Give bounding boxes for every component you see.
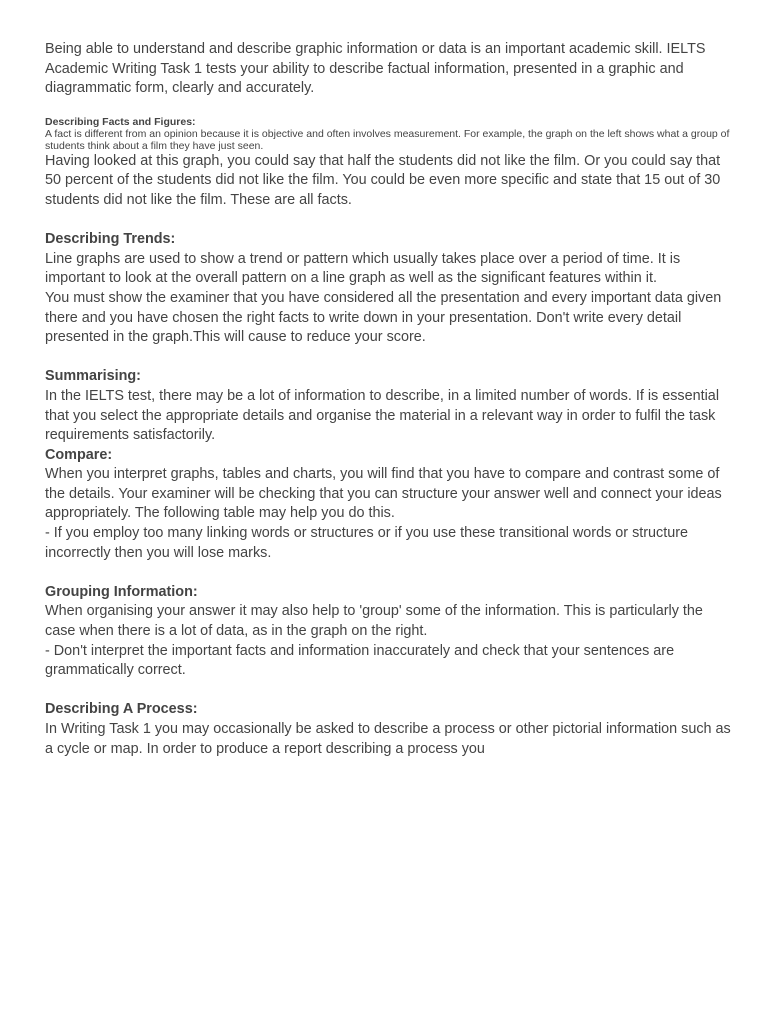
- facts-paragraph: Having looked at this graph, you could say that half the students did not like the film. Or you could say that 50 percent of the students did not like the film. You could be even more specific and state that 15 out of 30 students did not like the film. These are all facts.: [45, 152, 721, 208]
- spacer: [45, 211, 735, 231]
- trends-heading: Describing Trends:: [45, 231, 176, 248]
- summarising-paragraph: In the IELTS test, there may be a lot of information to describe, in a limited number of words. If is essential that you select the appropriate details and organise the material in a relevant way in order to fulfil the task requirements satisfactorily.: [45, 387, 720, 444]
- compare-heading: Compare:: [45, 446, 113, 463]
- intro-paragraph: Being able to understand and describe graphic information or data is an important academic skill. IELTS Academic Writing Task 1 tests your ability to describe factual information, presented in a graphic and diagrammatic form, clearly and accurately.: [45, 41, 706, 97]
- trends-line-1: Line graphs are used to show a trend or pattern which usually takes place over a period of time. It is: [45, 250, 681, 267]
- facts-heading: Describing Facts and Figures:: [45, 115, 196, 128]
- trends-line-3: You must show the examiner that you have considered all the presentation and every important data given there and you have chosen the right facts to write down in your presentation. Don't write every detail presented in the graph.This will cause to reduce your score.: [45, 289, 722, 346]
- grouping-heading: Grouping Information:: [45, 583, 198, 600]
- trends-line-2: important to look at the overall pattern on a line graph as well as the significant features within it.: [45, 270, 657, 287]
- compare-paragraph: When you interpret graphs, tables and charts, you will find that you have to compare and contrast some of the details. Your examiner will be checking that you can structure your answer well and connect your ideas appropriately. The following table may help you do this.: [45, 466, 722, 522]
- spacer: [45, 563, 735, 583]
- grouping-paragraph: When organising your answer it may also help to 'group' some of the information. This is particularly the case when there is a lot of data, as in the graph on the right.: [45, 603, 703, 640]
- spacer: [45, 348, 735, 368]
- spacer: [45, 681, 735, 701]
- grouping-note: - Don't interpret the important facts and information inaccurately and check that your sentences are grammatically correct.: [45, 642, 675, 679]
- facts-small-text: A fact is different from an opinion because it is objective and often involves measurement. For example, the graph on the left shows what a group of students think about a film they have just seen.: [45, 127, 730, 152]
- document-page: [45, 40, 735, 759]
- process-heading: Describing A Process:: [45, 701, 198, 718]
- compare-note: - If you employ too many linking words or structures or if you use these transitional words or structure incorrectly then you will lose marks.: [45, 525, 689, 561]
- process-paragraph: In Writing Task 1 you may occasionally be asked to describe a process or other pictorial information such as a cycle or map. In order to produce a report describing a process you: [45, 721, 731, 757]
- summarising-heading: Summarising:: [45, 368, 141, 385]
- spacer: [45, 99, 735, 116]
